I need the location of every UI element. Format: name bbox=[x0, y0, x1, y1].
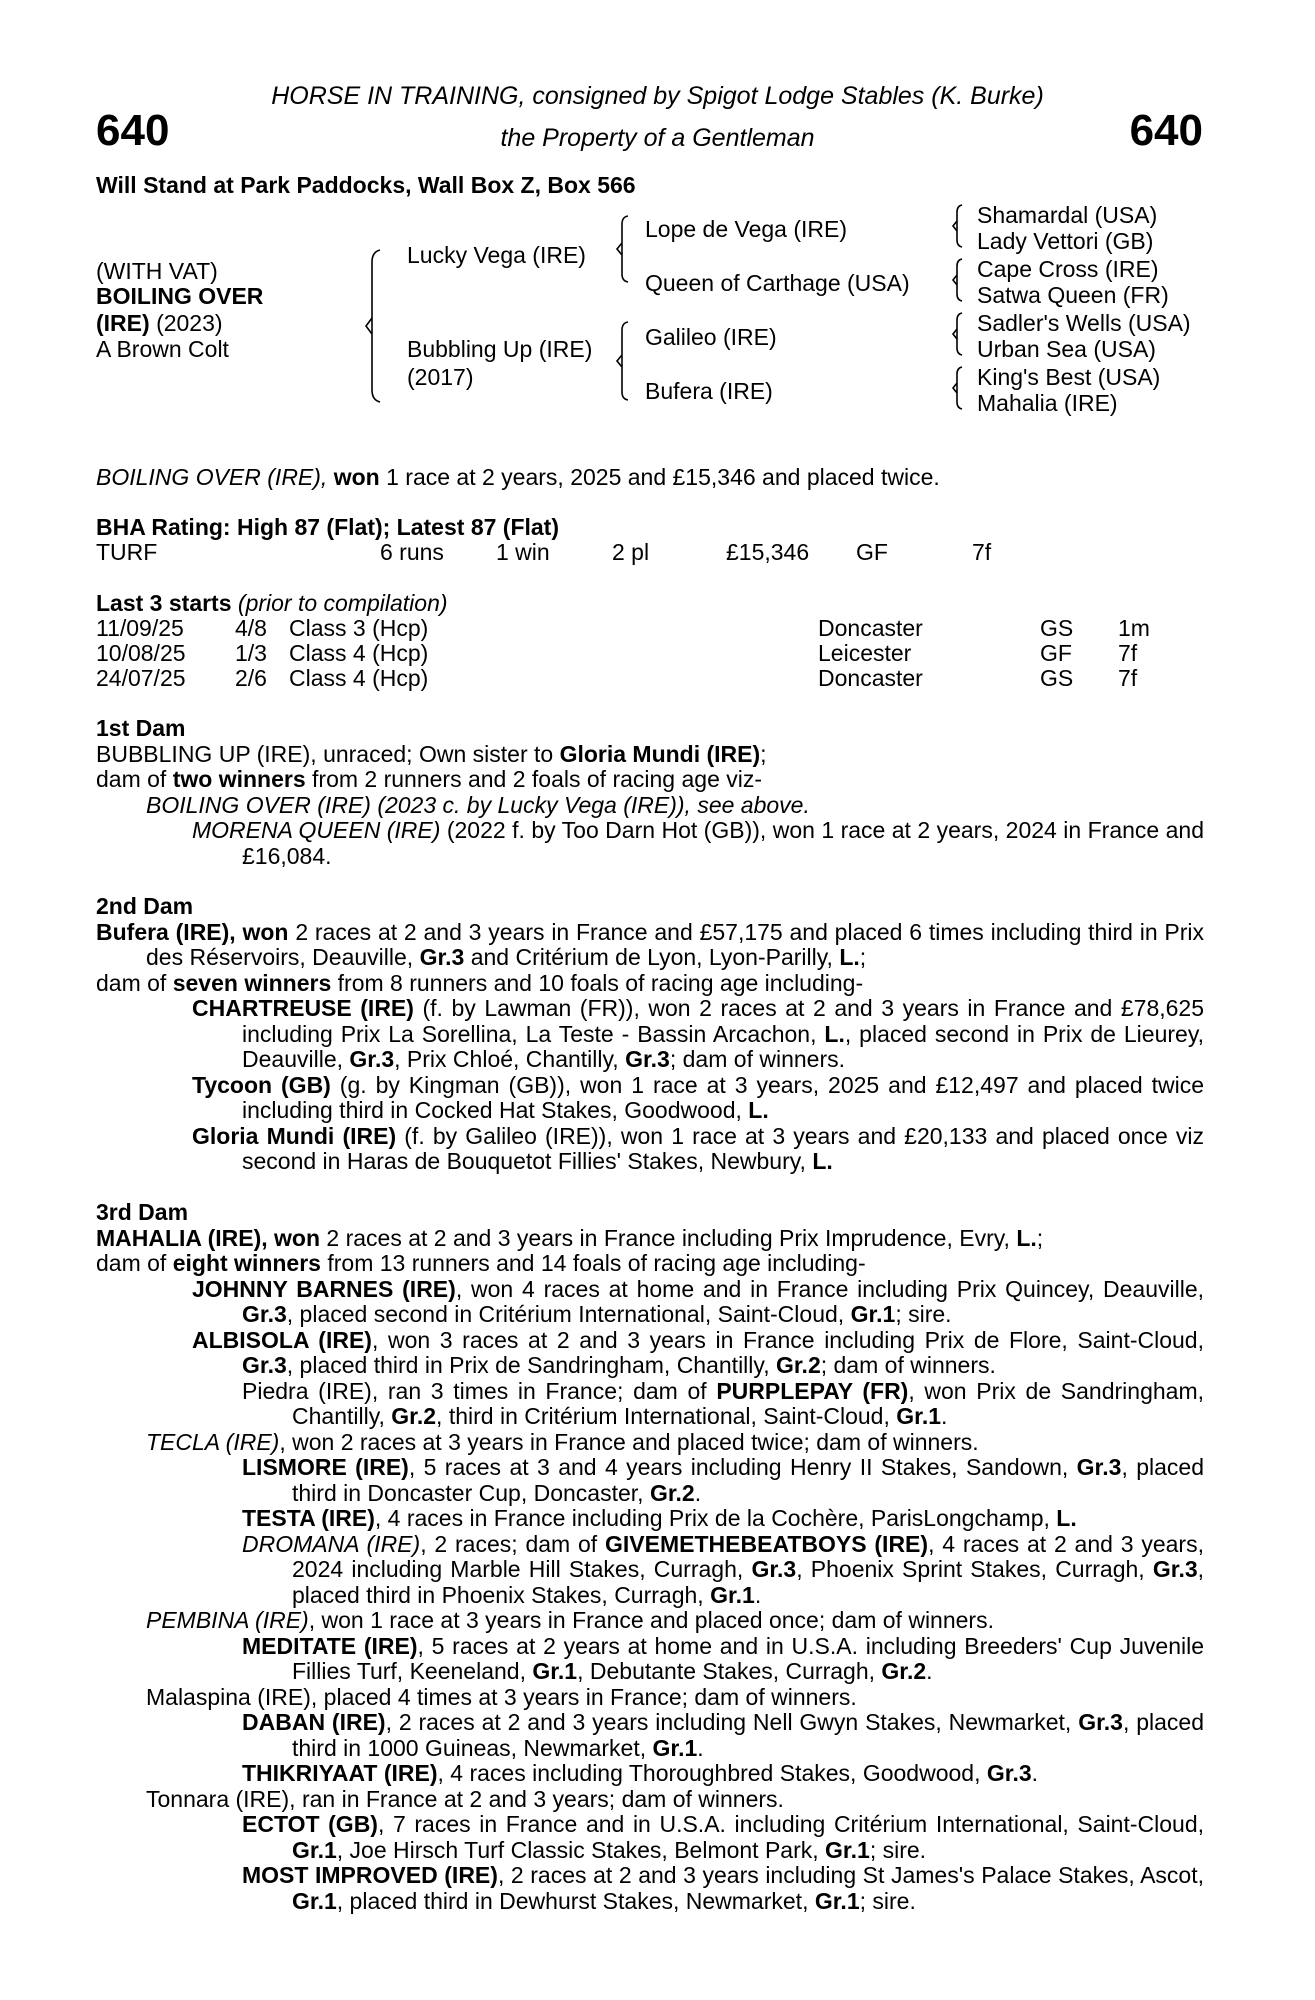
pedigree-brace-gg2 bbox=[948, 256, 972, 304]
second-dam-produce: dam of seven winners from 8 runners and 10 foals of racing age including- bbox=[96, 969, 864, 996]
location-line: Will Stand at Park Paddocks, Wall Box Z, Box 566 bbox=[96, 172, 636, 198]
start-row-1-dist: 1m bbox=[1118, 615, 1150, 641]
pedigree-gg-1: Shamardal (USA) bbox=[977, 202, 1158, 228]
rating-placed: 2 pl bbox=[612, 539, 650, 565]
start-row-3-course: Doncaster bbox=[818, 665, 923, 691]
pedigree-sire-sire: Lope de Vega (IRE) bbox=[645, 216, 848, 242]
horse-description: A Brown Colt bbox=[96, 336, 229, 362]
second-dam-child-1: CHARTREUSE (IRE) (f. by Lawman (FR)), won 2 races at 2 and 3 years in France and £78,625 including Prix La Sorellina, La Teste - Bassin Arcachon, L., placed second in Prix de Lieurey, Deauville, Gr.3, Prix Chloé, Chantilly, Gr.3; dam of winners. bbox=[192, 995, 1205, 1072]
start-row-1-course: Doncaster bbox=[818, 615, 923, 641]
third-dam-grandchild-piedra: Piedra (IRE), ran 3 times in France; dam of PURPLEPAY (FR), won Prix de Sandringham, Chantilly, Gr.2, third in Critérium International, Saint-Cloud, Gr.1. bbox=[242, 1377, 1204, 1429]
first-dam-title: 1st Dam bbox=[96, 715, 186, 741]
property-line: the Property of a Gentleman bbox=[500, 124, 815, 152]
rating-surface: TURF bbox=[96, 539, 158, 565]
pedigree-sire: Lucky Vega (IRE) bbox=[407, 242, 586, 268]
first-dam-line-1: BUBBLING UP (IRE), unraced; Own sister to Gloria Mundi (IRE); bbox=[96, 740, 767, 767]
last-starts-title: Last 3 starts (prior to compilation) bbox=[96, 590, 448, 616]
pedigree-gg-5: Sadler's Wells (USA) bbox=[977, 310, 1191, 336]
start-row-3-dist: 7f bbox=[1118, 665, 1138, 691]
start-row-1-going: GS bbox=[1040, 615, 1074, 641]
pedigree-dam-dam: Bufera (IRE) bbox=[645, 378, 773, 404]
start-row-3-class: Class 4 (Hcp) bbox=[289, 665, 429, 691]
lot-number-right: 640 bbox=[1129, 106, 1203, 155]
first-dam-section bbox=[96, 716, 1204, 869]
pedigree-gg-6: Urban Sea (USA) bbox=[977, 336, 1156, 362]
pedigree-dam-sire: Galileo (IRE) bbox=[645, 324, 777, 350]
second-dam-section bbox=[96, 894, 1204, 1175]
third-dam-section bbox=[96, 1200, 1204, 1914]
rating-distance: 7f bbox=[972, 539, 992, 565]
pedigree-dam: Bubbling Up (IRE) bbox=[407, 336, 593, 362]
horse-name: BOILING OVER bbox=[96, 283, 264, 309]
pedigree-gg-8: Mahalia (IRE) bbox=[977, 390, 1118, 416]
start-row-3-date: 24/07/25 bbox=[96, 665, 186, 691]
third-dam-grandchild-dromana: DROMANA (IRE), 2 races; dam of GIVEMETHEBEATBOYS (IRE), 4 races at 2 and 3 years, 2024 including Marble Hill Stakes, Curragh, Gr.3, Phoenix Sprint Stakes, Curragh, Gr.3, placed third in Phoenix Stakes, Curragh, Gr.1. bbox=[242, 1530, 1205, 1608]
third-dam-grandchild-lismore: LISMORE (IRE), 5 races at 3 and 4 years including Henry II Stakes, Sandown, Gr.3, placed third in Doncaster Cup, Doncaster, Gr.2. bbox=[242, 1454, 1204, 1506]
first-dam-line-2: dam of two winners from 2 runners and 2 foals of racing age viz- bbox=[96, 766, 763, 792]
start-row-1-class: Class 3 (Hcp) bbox=[289, 615, 429, 641]
second-dam-child-2: Tycoon (GB) (g. by Kingman (GB)), won 1 race at 3 years, 2025 and £12,497 and placed twice including third in Cocked Hat Stakes, Goodwood, L. bbox=[192, 1071, 1204, 1123]
pedigree-brace-sire bbox=[612, 212, 642, 286]
third-dam-grandchild-testa: TESTA (IRE), 4 races in France including Prix de la Cochère, ParisLongchamp, L. bbox=[242, 1505, 1077, 1531]
third-dam-child-malaspina: Malaspina (IRE), placed 4 times at 3 years in France; dam of winners. bbox=[146, 1683, 857, 1710]
rating-going: GF bbox=[856, 539, 888, 565]
start-row-3-pos: 2/6 bbox=[235, 665, 267, 691]
first-dam-foal-2: MORENA QUEEN (IRE) (2022 f. by Too Darn Hot (GB)), won 1 race at 2 years, 2024 in France and £16,084. bbox=[192, 817, 1205, 869]
pedigree-gg-4: Satwa Queen (FR) bbox=[977, 282, 1169, 308]
third-dam-child-tecla: TECLA (IRE), won 2 races at 3 years in France and placed twice; dam of winners. bbox=[146, 1428, 979, 1455]
third-dam-child-johnny-barnes: JOHNNY BARNES (IRE), won 4 races at home and in France including Prix Quincey, Deauville, Gr.3, placed second in Critérium International, Saint-Cloud, Gr.1; sire. bbox=[192, 1275, 1204, 1327]
horse-origin-year: (IRE) (2023) bbox=[96, 310, 223, 336]
pedigree-gg-7: King's Best (USA) bbox=[977, 364, 1161, 390]
rating-prize: £15,346 bbox=[726, 539, 810, 565]
pedigree-gg-3: Cape Cross (IRE) bbox=[977, 256, 1159, 282]
start-row-2-going: GF bbox=[1040, 640, 1072, 666]
start-row-2-course: Leicester bbox=[818, 640, 912, 666]
vat-note: (WITH VAT) bbox=[96, 258, 218, 284]
pedigree-brace-dam bbox=[612, 318, 642, 404]
second-dam-child-3: Gloria Mundi (IRE) (f. by Galileo (IRE)), won 1 race at 3 years and £20,133 and placed once viz second in Haras de Bouquetot Fillies' Stakes, Newbury, L. bbox=[192, 1122, 1205, 1174]
third-dam-produce: dam of eight winners from 13 runners and 14 foals of racing age including- bbox=[96, 1250, 866, 1276]
third-dam-grandchild-most-improved: MOST IMPROVED (IRE), 2 races at 2 and 3 years including St James's Palace Stakes, Ascot, Gr.1, placed third in Dewhurst Stakes, Newmarket, Gr.1; sire. bbox=[242, 1862, 1205, 1914]
pedigree-dam-year: (2017) bbox=[407, 364, 474, 390]
second-dam-title: 2nd Dam bbox=[96, 893, 194, 919]
start-row-2-pos: 1/3 bbox=[235, 640, 267, 666]
start-row-1-date: 11/09/25 bbox=[96, 615, 184, 641]
start-row-2-dist: 7f bbox=[1118, 640, 1138, 666]
bha-rating: BHA Rating: High 87 (Flat); Latest 87 (Flat) bbox=[96, 514, 559, 540]
start-row-2-class: Class 4 (Hcp) bbox=[289, 640, 429, 666]
third-dam-child-tonnara: Tonnara (IRE), ran in France at 2 and 3 years; dam of winners. bbox=[146, 1785, 784, 1812]
third-dam-grandchild-thikriyaat: THIKRIYAAT (IRE), 4 races including Thoroughbred Stakes, Goodwood, Gr.3. bbox=[242, 1760, 1039, 1786]
third-dam-child-pembina: PEMBINA (IRE), won 1 race at 3 years in France and placed once; dam of winners. bbox=[146, 1607, 994, 1633]
pedigree-gg-2: Lady Vettori (GB) bbox=[977, 228, 1154, 254]
race-summary: BOILING OVER (IRE), won 1 race at 2 years, 2025 and £15,346 and placed twice. bbox=[96, 464, 940, 490]
second-dam-record: Bufera (IRE), won 2 races at 2 and 3 years in France and £57,175 and placed 6 times including third in Prix des Réservoirs, Deauville, Gr.3 and Critérium de Lyon, Lyon-Parilly, L.; bbox=[96, 918, 1205, 970]
rating-wins: 1 win bbox=[496, 539, 550, 565]
rating-runs: 6 runs bbox=[380, 539, 444, 565]
start-row-3-going: GS bbox=[1040, 665, 1074, 691]
third-dam-title: 3rd Dam bbox=[96, 1199, 189, 1225]
third-dam-grandchild-daban: DABAN (IRE), 2 races at 2 and 3 years including Nell Gwyn Stakes, Newmarket, Gr.3, placed third in 1000 Guineas, Newmarket, Gr.1. bbox=[242, 1709, 1204, 1761]
pedigree-brace-main bbox=[360, 240, 400, 410]
first-dam-foal-1: BOILING OVER (IRE) (2023 c. by Lucky Vega (IRE)), see above. bbox=[146, 791, 810, 818]
pedigree-brace-gg4 bbox=[948, 364, 972, 412]
start-row-1-pos: 4/8 bbox=[235, 615, 267, 641]
third-dam-record: MAHALIA (IRE), won 2 races at 2 and 3 years in France including Prix Imprudence, Evry, L.; bbox=[96, 1224, 1044, 1251]
third-dam-grandchild-meditate: MEDITATE (IRE), 5 races at 2 years at home and in U.S.A. including Breeders' Cup Juvenile Fillies Turf, Keeneland, Gr.1, Debutante Stakes, Curragh, Gr.2. bbox=[242, 1632, 1204, 1684]
pedigree-brace-gg1 bbox=[948, 202, 972, 250]
third-dam-grandchild-ectot: ECTOT (GB), 7 races in France and in U.S.A. including Critérium International, Saint-Cloud, Gr.1, Joe Hirsch Turf Classic Stakes, Belmont Park, Gr.1; sire. bbox=[242, 1811, 1204, 1863]
third-dam-child-albisola: ALBISOLA (IRE), won 3 races at 2 and 3 years in France including Prix de Flore, Saint-Cloud, Gr.3, placed third in Prix de Sandringham, Chantilly, Gr.2; dam of winners. bbox=[192, 1326, 1204, 1378]
lot-number-left: 640 bbox=[96, 106, 170, 155]
pedigree-brace-gg3 bbox=[948, 310, 972, 358]
pedigree-sire-dam: Queen of Carthage (USA) bbox=[645, 270, 910, 296]
consignment-line: HORSE IN TRAINING, consigned by Spigot Lodge Stables (K. Burke) bbox=[271, 82, 1044, 110]
start-row-2-date: 10/08/25 bbox=[96, 640, 186, 666]
